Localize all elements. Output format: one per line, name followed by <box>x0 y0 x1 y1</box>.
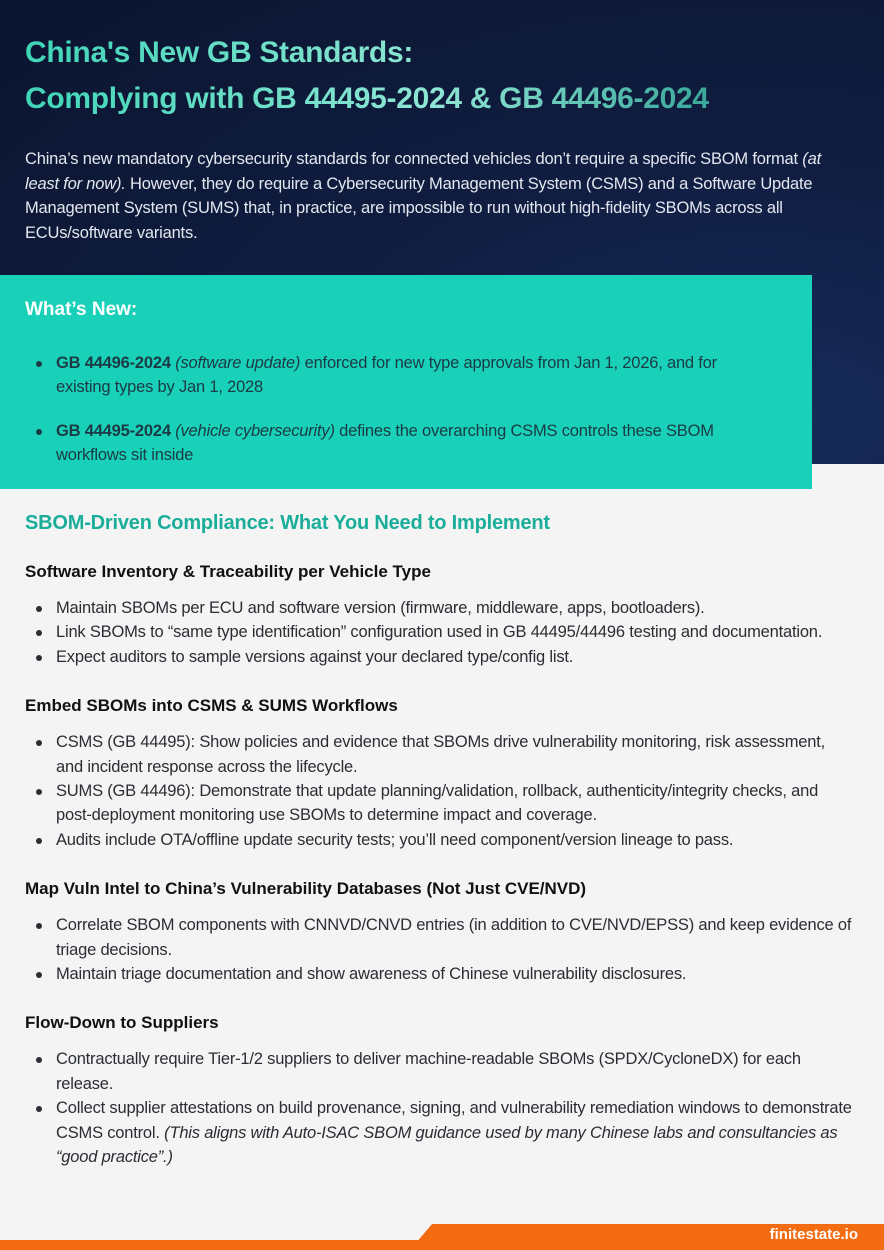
title-line-2: Complying with GB 44495-2024 & GB 44496-2024 <box>25 82 709 115</box>
list-item: Contractually require Tier-1/2 suppliers to deliver machine-readable SBOMs (SPDX/CycloneDX) for each release. <box>56 1047 856 1096</box>
item-text: Collect supplier attestations on build provenance, signing, and vulnerability remediation windows to demonstrate CSMS control. <box>56 1099 852 1142</box>
whats-new-box <box>0 275 812 489</box>
subsection-list <box>56 596 856 669</box>
list-item: SUMS (GB 44496): Demonstrate that update planning/validation, rollback, authenticity/integrity checks, and post-deployment monitoring use SBOMs to determine impact and coverage. <box>56 779 856 828</box>
intro-paragraph <box>25 147 855 245</box>
list-item: Maintain SBOMs per ECU and software version (firmware, middleware, apps, bootloaders). <box>56 596 856 620</box>
list-item: CSMS (GB 44495): Show policies and evidence that SBOMs drive vulnerability monitoring, risk assessment, and incident response across the lifecycle. <box>56 730 856 779</box>
subsection-heading: Embed SBOMs into CSMS & SUMS Workflows <box>25 696 398 716</box>
standard-scope: (software update) <box>170 354 301 372</box>
list-item <box>56 351 756 400</box>
list-item: Maintain triage documentation and show awareness of Chinese vulnerability disclosures. <box>56 962 856 986</box>
section-title: SBOM-Driven Compliance: What You Need to Implement <box>25 512 550 534</box>
item-text: enforced for new type approvals from Jan 1, 2026, and for existing types by Jan 1, 2028 <box>56 354 717 397</box>
standard-name: GB 44496-2024 <box>56 354 171 372</box>
whats-new-list <box>56 351 756 487</box>
subsection-list <box>56 913 856 986</box>
list-item: Audits include OTA/offline update security tests; you’ll need component/version lineage to pass. <box>56 828 856 852</box>
whats-new-title: What’s New: <box>25 299 138 320</box>
subsection-heading: Software Inventory & Traceability per Vehicle Type <box>25 562 431 581</box>
brand-link[interactable]: finitestate.io <box>769 1226 858 1243</box>
list-item: Correlate SBOM components with CNNVD/CNVD entries (in addition to CVE/NVD/EPSS) and keep evidence of triage decisions. <box>56 913 856 962</box>
item-text: defines the overarching CSMS controls these SBOM workflows sit inside <box>56 421 714 465</box>
subsection-list <box>56 1047 856 1169</box>
standard-name: GB 44495-2024 <box>56 421 171 440</box>
list-item <box>56 1096 856 1169</box>
compliance-section <box>25 512 865 1197</box>
intro-text-2: However, they do require a Cybersecurity Management System (CSMS) and a Software Update Management System (SUMS) that, in practice, are impossible to run without high-fidelity SBOMs across all ECUs/software variants. <box>25 174 813 242</box>
list-item: Expect auditors to sample versions against your declared type/config list. <box>56 645 856 669</box>
standard-scope: (vehicle cybersecurity) <box>170 421 335 440</box>
subsection-list <box>56 730 856 852</box>
list-item: Link SBOMs to “same type identification” configuration used in GB 44495/44496 testing and documentation. <box>56 620 856 644</box>
subsection-heading: Map Vuln Intel to China’s Vulnerability Databases (Not Just CVE/NVD) <box>25 879 587 899</box>
subsection-heading: Flow-Down to Suppliers <box>25 1013 219 1033</box>
intro-italic: (at least for now). <box>25 150 821 193</box>
page-title <box>25 30 709 122</box>
list-item <box>56 419 756 468</box>
item-note: (This aligns with Auto-ISAC SBOM guidance used by many Chinese labs and consultancies as “good practice”.) <box>56 1123 838 1167</box>
intro-text: China’s new mandatory cybersecurity standards for connected vehicles don’t require a specific SBOM format <box>25 150 803 168</box>
title-line-1: China's New GB Standards: <box>25 36 414 69</box>
